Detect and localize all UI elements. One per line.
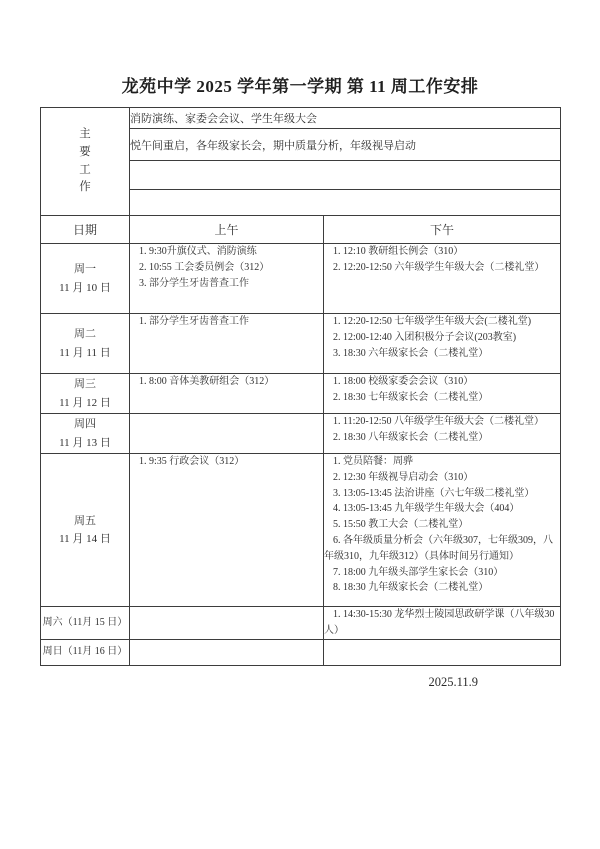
schedule-row — [41, 244, 561, 314]
work-schedule-table — [40, 107, 561, 666]
morning-cell — [130, 314, 324, 374]
day-label: 11 月 13 日 — [59, 436, 111, 449]
schedule-item: 1. 11:20-12:50 八年级学生年级大会（二楼礼堂） — [333, 416, 545, 427]
schedule-row — [41, 639, 561, 665]
afternoon-cell — [324, 374, 561, 414]
day-label: 周一 — [74, 263, 96, 276]
schedule-item: 4. 13:05-13:45 九年级学生年级大会（404） — [333, 503, 520, 515]
schedule-item: 2. 10:55 工会委员例会（312） — [139, 261, 270, 273]
afternoon-cell — [324, 607, 561, 640]
day-label: 周五 — [74, 514, 96, 527]
schedule-row — [41, 374, 561, 414]
schedule-item: 6. 各年级质量分析会（六年级307，七年级309，八年级310，九年级312）（具体时间另行通知） — [324, 534, 553, 562]
day-cell — [41, 374, 130, 414]
afternoon-cell — [324, 244, 561, 314]
schedule-header-row — [41, 216, 561, 244]
schedule-item: 1. 部分学生牙齿普查工作 — [139, 316, 249, 327]
day-cell — [41, 607, 130, 640]
morning-cell — [130, 414, 324, 454]
afternoon-cell — [324, 314, 561, 374]
schedule-item: 3. 部分学生牙齿普查工作 — [139, 277, 249, 289]
schedule-item: 8. 18:30 九年级家长会（二楼礼堂） — [333, 582, 489, 594]
day-label: 11 月 11 日 — [59, 346, 111, 359]
schedule-item: 5. 15:50 教工大会（二楼礼堂） — [333, 519, 469, 531]
day-cell — [41, 639, 130, 665]
header-date: 日期 — [41, 216, 130, 244]
day-label: 周日（11月 16 日） — [42, 645, 128, 657]
main-work-item: 悦午间重启，各年级家长会，期中质量分析，年级视导启动 — [130, 129, 561, 161]
morning-cell — [130, 639, 324, 665]
afternoon-cell — [324, 454, 561, 607]
schedule-row — [41, 314, 561, 374]
schedule-row — [41, 454, 561, 607]
header-afternoon: 下午 — [324, 216, 561, 244]
day-label: 周六（11月 15 日） — [42, 616, 128, 628]
morning-cell — [130, 244, 324, 314]
main-work-row — [41, 108, 561, 129]
day-label: 周二 — [74, 328, 96, 341]
morning-cell — [130, 454, 324, 607]
schedule-item: 2. 12:30 年级视导启动会（310） — [333, 471, 474, 483]
schedule-item: 2. 18:30 七年级家长会（二楼礼堂） — [333, 391, 489, 403]
page-title: 龙苑中学 2025 学年第一学期 第 11 周工作安排 — [121, 77, 479, 96]
main-work-section — [41, 108, 561, 244]
morning-cell — [130, 374, 324, 414]
schedule-item: 3. 18:30 六年级家长会（二楼礼堂） — [333, 347, 489, 359]
header-morning: 上午 — [130, 216, 324, 244]
schedule-item: 3. 13:05-13:45 法治讲座（六七年级二楼礼堂） — [333, 487, 535, 499]
main-work-item: 消防演练、家委会会议、学生年级大会 — [130, 108, 561, 129]
main-work-item — [130, 190, 561, 216]
day-label: 11 月 12 日 — [59, 396, 111, 409]
schedule-item: 1. 8:00 音体美教研组会（312） — [139, 376, 275, 387]
day-label: 11 月 10 日 — [59, 281, 111, 294]
schedule-item: 1. 9:30升旗仪式、消防演练 — [139, 246, 257, 257]
day-cell — [41, 314, 130, 374]
main-work-label-cell — [41, 108, 130, 216]
schedule-item: 2. 12:00-12:40 入团积极分子会议(203教室) — [333, 331, 517, 343]
schedule-item: 1. 12:10 教研组长例会（310） — [333, 246, 464, 257]
schedule-item: 1. 12:20-12:50 七年级学生年级大会(二楼礼堂) — [333, 316, 532, 327]
schedule-item: 7. 18:00 九年级头部学生家长会（310） — [333, 566, 504, 578]
schedule-item: 1. 9:35 行政会议（312） — [139, 456, 245, 467]
schedule-item: 1. 党员陪餐：周骅 — [333, 456, 413, 467]
day-label: 周三 — [74, 378, 96, 391]
schedule-item: 2. 18:30 八年级家长会（二楼礼堂） — [333, 431, 489, 443]
schedule-item: 2. 12:20-12:50 六年级学生年级大会（二楼礼堂） — [333, 261, 545, 273]
schedule-row — [41, 414, 561, 454]
day-label: 11 月 14 日 — [59, 533, 111, 545]
schedule-rows — [41, 244, 561, 666]
afternoon-cell — [324, 639, 561, 665]
main-work-label: 主要工作 — [79, 127, 91, 194]
day-cell — [41, 414, 130, 454]
day-label: 周四 — [74, 418, 96, 431]
schedule-item: 1. 14:30-15:30 龙华烈士陵园思政研学课（八年级30人） — [324, 609, 555, 636]
footer-date: 2025.11.9 — [428, 674, 478, 689]
main-work-item — [130, 161, 561, 190]
day-cell — [41, 244, 130, 314]
morning-cell — [130, 607, 324, 640]
day-cell — [41, 454, 130, 607]
schedule-item: 1. 18:00 校级家委会会议（310） — [333, 376, 474, 387]
afternoon-cell — [324, 414, 561, 454]
schedule-row — [41, 607, 561, 640]
